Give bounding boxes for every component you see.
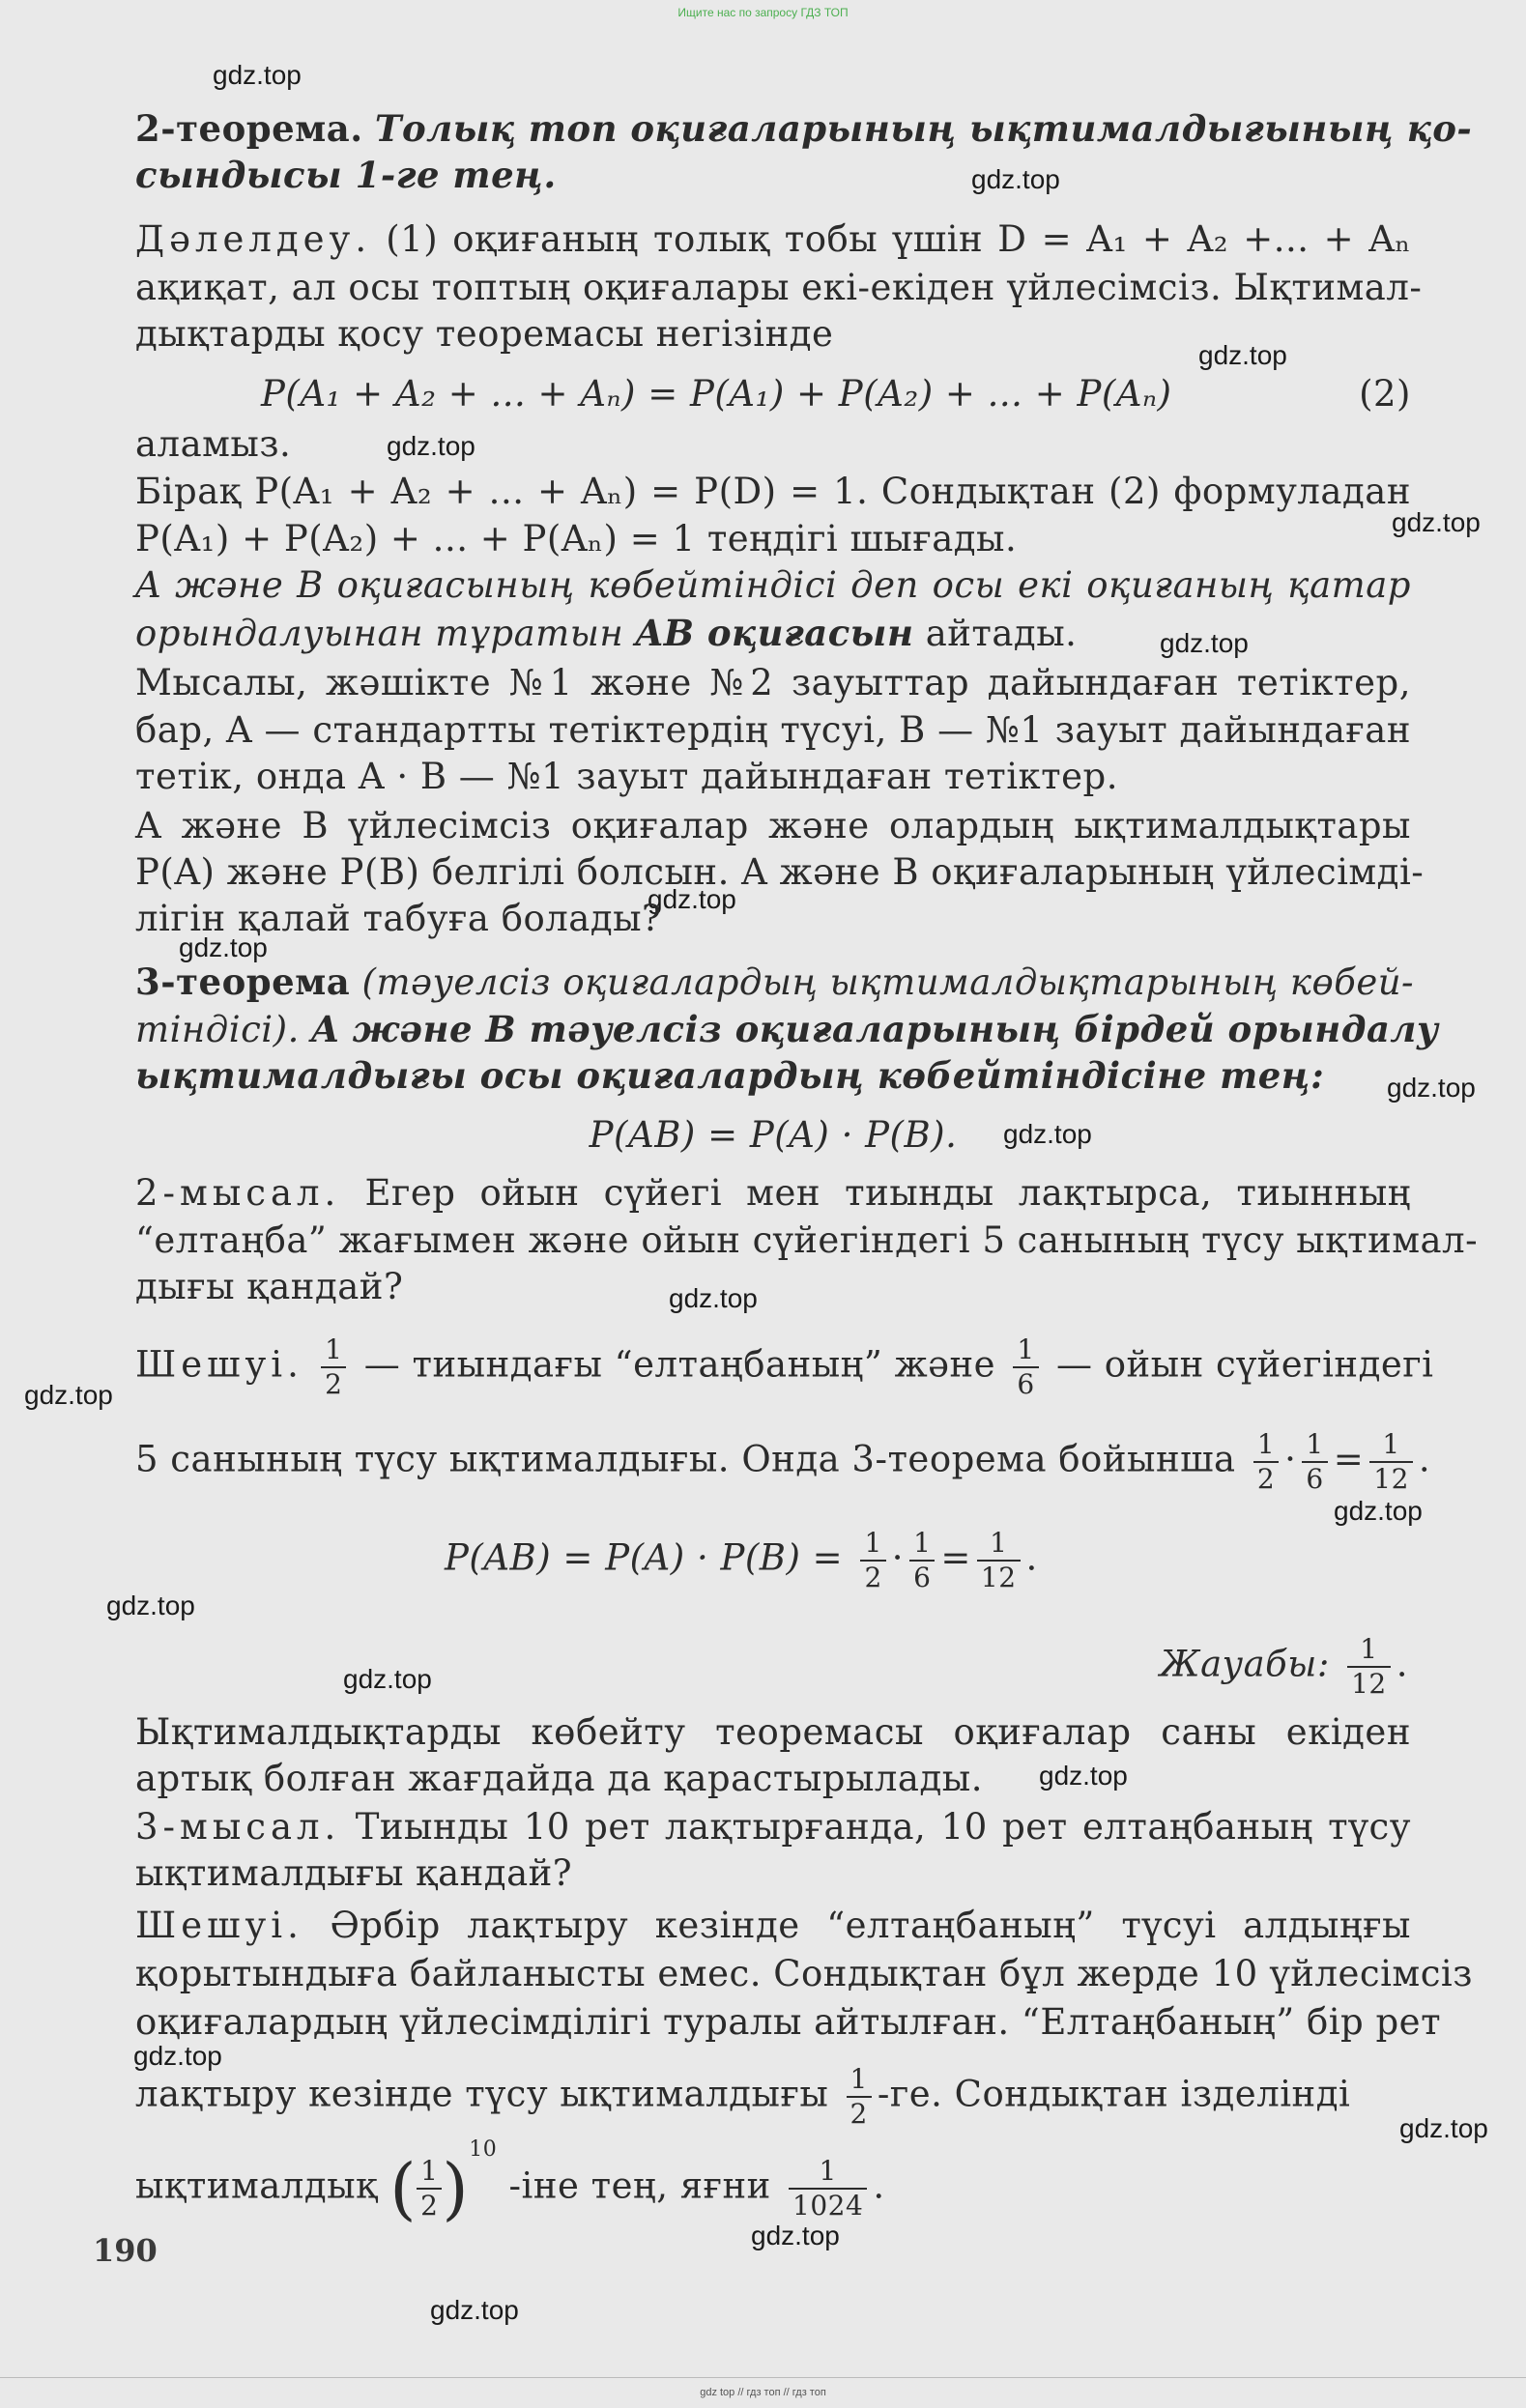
watermark: gdz.top [430,2295,519,2325]
theorem3-line2: тіндісі). A және B тәуелсіз оқиғаларының бірдей орындалу [135,1008,1439,1050]
fraction: $\frac{1}{2}$ [1253,1428,1279,1496]
watermark: gdz.top [1198,340,1287,370]
watermark: gdz.top [971,164,1060,194]
watermark: gdz.top [1387,1073,1476,1103]
fraction: $\frac{1}{12}$ [1369,1428,1413,1496]
example2-line1: 2-мысал. Егер ойын сүйегі мен тиынды лақтырса, тиынның [135,1172,1411,1214]
watermark: gdz.top [1003,1119,1092,1149]
watermark: gdz.top [1399,2113,1488,2143]
watermark: gdz.top [751,2221,840,2250]
product-def-line1: A және B оқиғасының көбейтіндісі деп осы екі оқиғаның қатар [135,564,1411,606]
theorem3-line3: ықтималдығы осы оқиғалардың көбейтіндісіне тең: [135,1054,1325,1097]
proof-line3: дықтарды қосу теоремасы негізінде [135,313,834,355]
watermark: gdz.top [1334,1496,1423,1526]
product-def-line2: орындалуынан тұратын AB оқиғасын айтады. [135,612,1078,654]
divider [0,2377,1526,2378]
fraction: $\frac{1}{12}$ [977,1527,1021,1594]
multiply-note-line1: Ықтималдықтарды көбейту теоремасы оқиғалар саны екіден [135,1711,1411,1753]
watermark: gdz.top [133,2041,222,2071]
proof-line4: аламыз. [135,423,292,465]
watermark: gdz.top [1392,507,1481,537]
theorem2-line2: сындысы 1-ге тең. [135,154,557,196]
fraction: $\frac{1}{6}$ [1302,1428,1327,1496]
watermark: gdz.top [387,431,475,461]
example-line2: бар, A — стандартты тетіктердің түсуі, B — №1 зауыт дайындаған [135,709,1411,751]
watermark: gdz.top [24,1380,113,1410]
question-line1: A және B үйлесімсіз оқиғалар және олардың ықтималдықтары [135,805,1411,846]
fraction: $\frac{1}{2}$ [321,1333,346,1401]
solution2-formula: P(AB) = P(A) · P(B) = $\frac{1}{2}$ · $\frac{1}{6}$ = $\frac{1}{12}$ . [445,1527,1038,1593]
example-line1: Мысалы, жәшікте №1 және №2 зауыттар дайындаған тетіктер, [135,662,1411,703]
formula-number: (2) [1359,373,1411,415]
solution3-line2: қорытындыға байланысты емес. Сондықтан бұл жерде 10 үйлесімсіз [135,1953,1473,1994]
theorem2-line1: 2-теорема. Толық топ оқиғаларының ықтималдығының қо- [135,107,1473,150]
watermark: gdz.top [669,1283,758,1313]
watermark: gdz.top [179,932,268,962]
fraction: $\frac{1}{1024}$ [789,2155,867,2222]
proof-line1: Дәлелдеу. (1) оқиғаның толық тобы үшін D = A₁ + A₂ +... + Aₙ [135,218,1411,260]
watermark: gdz.top [1160,628,1249,658]
theorem3-formula: P(AB) = P(A) · P(B). [589,1114,958,1156]
watermark: gdz.top [343,1664,432,1694]
answer: Жауабы: $\frac{1}{12}$ . [1160,1633,1409,1700]
example2-line3: дығы қандай? [135,1266,404,1307]
fraction: $\frac{1}{2}$ [847,2063,872,2131]
proof-line6: P(A₁) + P(A₂) + ... + P(Aₙ) = 1 теңдігі шығады. [135,518,1018,559]
solution3-line4: лақтыру кезінде түсу ықтималдығы $\frac{1}{2}$ -ге. Сондықтан ізделінді [135,2063,1351,2130]
proof-formula: P(A₁ + A₂ + ... + Aₙ) = P(A₁) + P(A₂) + ... + P(Aₙ) [261,373,1172,415]
top-banner: Ищите нас по запросу ГДЗ ТОП [677,6,849,19]
multiply-note-line2: артық болған жағдайда да қарастырылады. [135,1758,983,1799]
solution2-line2: 5 санының түсу ықтималдығы. Онда 3-теорема бойынша $\frac{1}{2}$ · $\frac{1}{6}$ = $\frac{1}{12}$ . [135,1428,1431,1495]
example-line3: тетік, онда A · B — №1 зауыт дайындаған тетіктер. [135,756,1118,797]
theorem3-line1: 3-теорема (тәуелсіз оқиғалардың ықтималдықтарының көбей- [135,960,1415,1003]
solution3-line1: Шешуі. Әрбір лақтыру кезінде “елтаңбаның” түсуі алдыңғы [135,1905,1412,1946]
fraction: $\frac{1}{6}$ [909,1527,935,1594]
example3-line1: 3-мысал. Тиынды 10 рет лақтырғанда, 10 рет елтаңбаның түсу [135,1806,1412,1848]
question-line3: лігін қалай табуға болады? [135,898,662,939]
proof-line5: Бірақ P(A₁ + A₂ + ... + Aₙ) = P(D) = 1. Сондықтан (2) формуладан [135,471,1411,512]
example2-line2: “елтаңба” жағымен және ойын сүйегіндегі 5 санының түсу ықтимал- [135,1219,1479,1261]
fraction: $\frac{1}{2}$ [417,2155,442,2222]
watermark: gdz.top [213,60,302,90]
solution3-line3: оқиғалардың үйлесімділігі туралы айтылған. “Елтаңбаның” бір рет [135,2001,1442,2043]
watermark: gdz.top [648,884,736,914]
fraction: $\frac{1}{12}$ [1347,1633,1391,1701]
fraction: $\frac{1}{6}$ [1013,1333,1038,1401]
fraction: $\frac{1}{2}$ [860,1527,885,1594]
solution3-line5: ықтималдық ( $\frac{1}{2}$ )$^{10}$ -іне тең, яғни $\frac{1}{1024}$ . [135,2137,885,2228]
page-number: 190 [93,2232,158,2269]
question-line2: P(A) және P(B) белгілі болсын. A және B оқиғаларының үйлесімді- [135,851,1425,893]
bottom-banner: gdz top // гдз топ // гдз топ [700,2387,826,2398]
solution2-line1: Шешуі. $\frac{1}{2}$ — тиындағы “елтаңбаның” және $\frac{1}{6}$ — ойын сүйегіндегі [135,1333,1434,1400]
example3-line2: ықтималдығы қандай? [135,1852,573,1894]
watermark: gdz.top [106,1591,195,1620]
watermark: gdz.top [1039,1761,1128,1791]
proof-line2: ақиқат, ал осы топтың оқиғалары екі-екіден үйлесімсіз. Ықтимал- [135,267,1423,308]
